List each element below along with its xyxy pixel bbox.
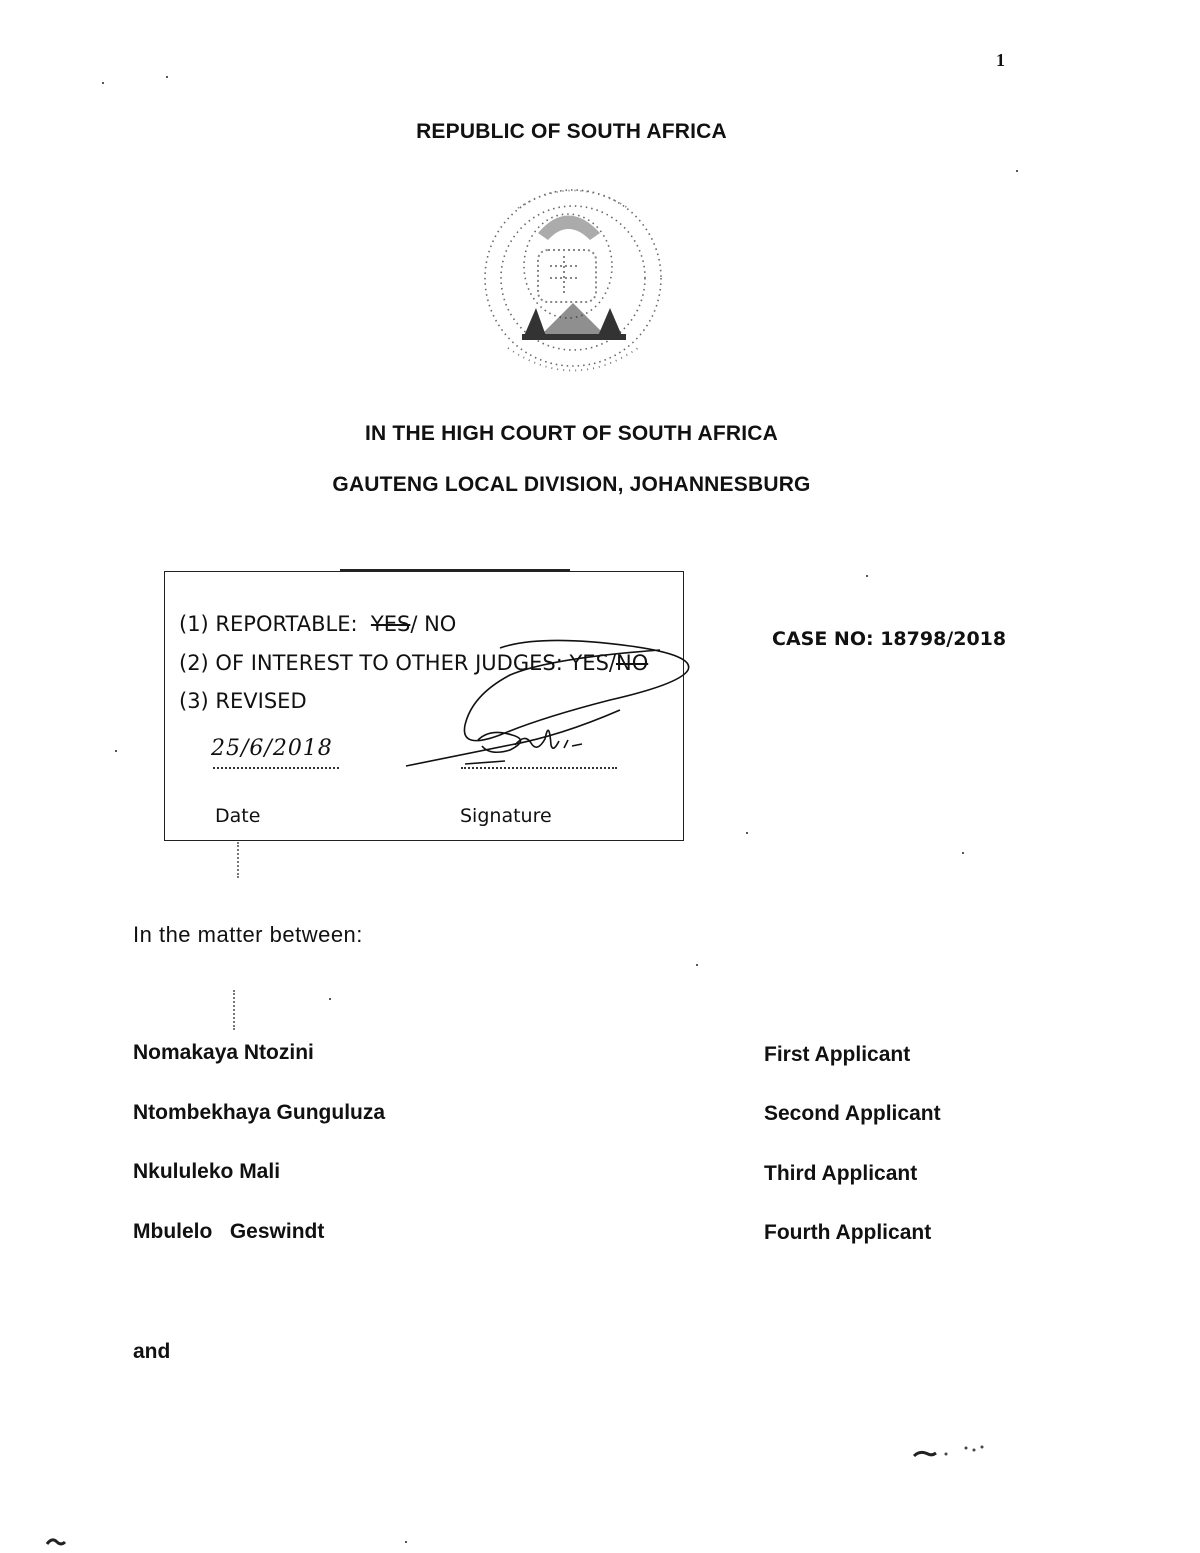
- scan-speck: [166, 76, 168, 78]
- handwritten-date: 25/6/2018: [211, 736, 333, 761]
- date-label: Date: [215, 805, 261, 827]
- party-3-name: Nkululeko Mali: [133, 1160, 281, 1183]
- reportable-no: / NO: [410, 612, 457, 636]
- party-1-name: Nomakaya Ntozini: [133, 1041, 314, 1064]
- case-number: CASE NO: 18798/2018: [772, 628, 1007, 650]
- scan-speck: [866, 575, 868, 577]
- reportable-prefix: (1) REPORTABLE:: [179, 612, 371, 636]
- party-1-role: First Applicant: [764, 1043, 911, 1066]
- matter-intro: In the matter between:: [133, 922, 363, 947]
- scan-mark: [44, 1535, 68, 1551]
- scan-speck: [115, 750, 117, 752]
- division-heading: GAUTENG LOCAL DIVISION, JOHANNESBURG: [332, 473, 811, 496]
- scan-dots: [233, 990, 235, 1030]
- scan-speck: [1016, 170, 1018, 172]
- party-2-role: Second Applicant: [764, 1102, 941, 1125]
- interest-prefix: (2) OF INTEREST TO OTHER JUDGES: YES/: [179, 651, 616, 675]
- party-2-name: Ntombekhaya Gunguluza: [133, 1101, 386, 1124]
- party-4-role: Fourth Applicant: [764, 1221, 932, 1244]
- scan-mark: [910, 1440, 990, 1464]
- party-3-role: Third Applicant: [764, 1162, 918, 1185]
- revised-line: (3) REVISED: [179, 689, 307, 713]
- republic-heading: REPUBLIC OF SOUTH AFRICA: [416, 120, 727, 143]
- coat-of-arms-icon: [478, 178, 668, 393]
- scan-speck: [102, 82, 104, 84]
- and-word: and: [133, 1340, 171, 1363]
- scan-speck: [329, 998, 331, 1000]
- scan-dots: [237, 842, 239, 878]
- scan-speck: [746, 832, 748, 834]
- interest-no-struck: NO: [615, 651, 649, 675]
- court-heading: IN THE HIGH COURT OF SOUTH AFRICA: [365, 422, 778, 445]
- signature-label: Signature: [460, 805, 552, 827]
- page-number: 1: [996, 50, 1005, 70]
- reportable-yes-struck: YES: [370, 612, 411, 636]
- scan-speck: [962, 852, 964, 854]
- scan-speck: [696, 964, 698, 966]
- party-4-name: Mbulelo Geswindt: [133, 1220, 325, 1243]
- scan-speck: [405, 1541, 407, 1543]
- handwritten-signature: [160, 560, 720, 810]
